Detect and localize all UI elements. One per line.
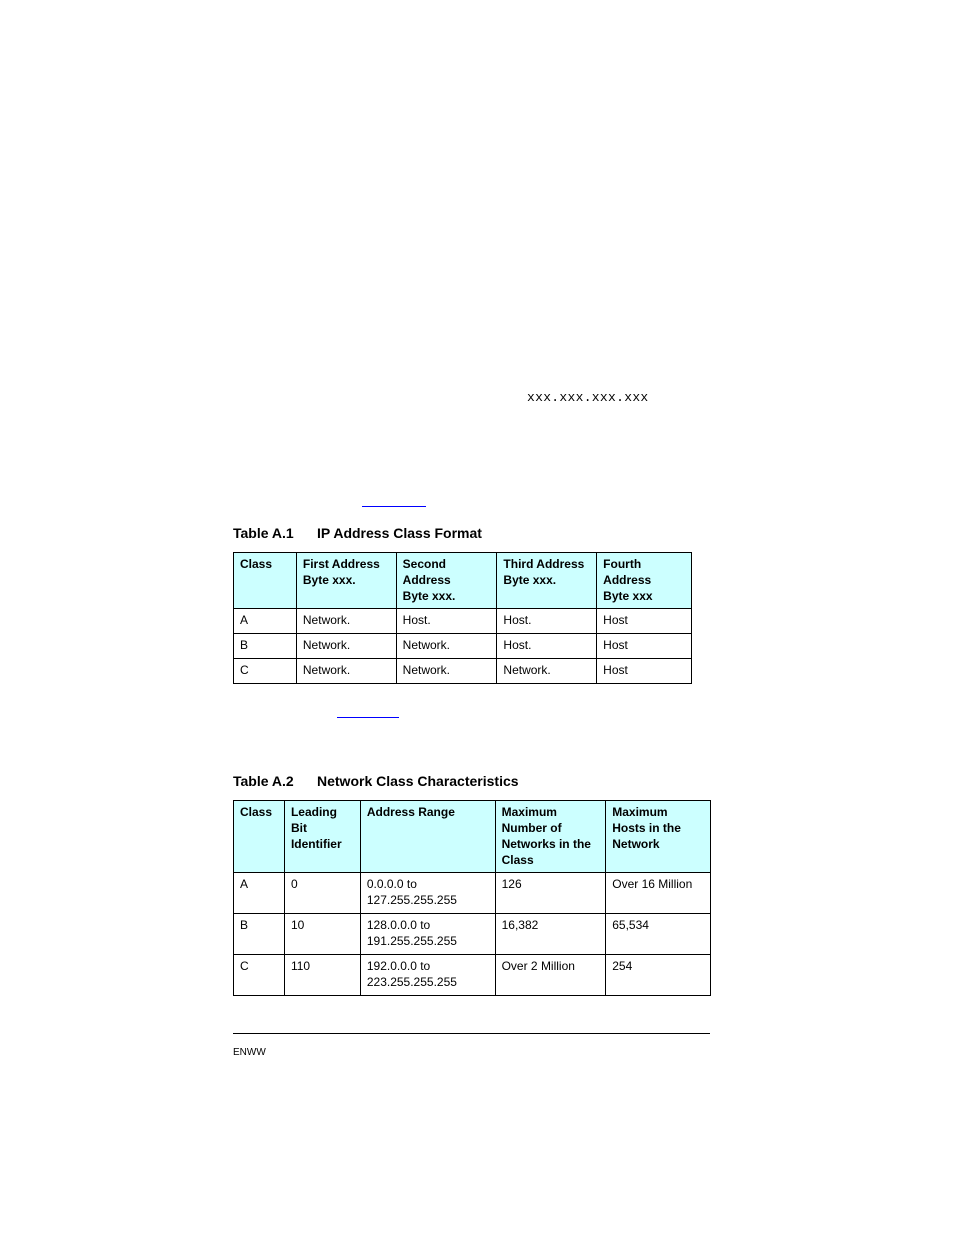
table-cell: Network. (497, 659, 597, 684)
table-cell: 65,534 (606, 914, 711, 955)
table-cell: C (234, 955, 285, 996)
table-cell: 16,382 (495, 914, 606, 955)
table-a2-caption (233, 773, 519, 789)
table-cell: Network. (296, 659, 396, 684)
column-header: Fourth Address Byte xxx (597, 553, 692, 609)
table-cell: 110 (284, 955, 360, 996)
ip-address-format: xxx.xxx.xxx.xxx (527, 390, 649, 405)
table-cell: A (234, 873, 285, 914)
table-cell: Host. (396, 609, 497, 634)
table-cell: C (234, 659, 297, 684)
table-cell: Over 16 Million (606, 873, 711, 914)
table-cell: 128.0.0.0 to 191.255.255.255 (360, 914, 495, 955)
column-header: Leading Bit Identifier (284, 801, 360, 873)
footer-label: ENWW (233, 1047, 266, 1058)
table-row (234, 659, 692, 684)
table-a2-number: Table A.2 (233, 773, 294, 789)
table-header-row (234, 553, 692, 609)
column-header: Class (234, 801, 285, 873)
ip-address-class-format-table (233, 552, 692, 684)
column-header: First Address Byte xxx. (296, 553, 396, 609)
table-cell: 126 (495, 873, 606, 914)
table-cell: 0 (284, 873, 360, 914)
column-header: Third Address Byte xxx. (497, 553, 597, 609)
footer-rule (233, 1033, 710, 1034)
table-a1-caption (233, 525, 482, 541)
table-cell: Network. (296, 609, 396, 634)
table-a2-title: Network Class Characteristics (317, 773, 519, 789)
table-cell: Host (597, 634, 692, 659)
column-header: Address Range (360, 801, 495, 873)
table-cell: B (234, 914, 285, 955)
table-cell: 254 (606, 955, 711, 996)
table-header-row (234, 801, 711, 873)
table-cell: Host. (497, 609, 597, 634)
table-row (234, 634, 692, 659)
table-cell: 0.0.0.0 to 127.255.255.255 (360, 873, 495, 914)
table-a1-number: Table A.1 (233, 525, 294, 541)
table-row (234, 914, 711, 955)
network-class-characteristics-table (233, 800, 711, 996)
table-cell: Host. (497, 634, 597, 659)
table-cell: Network. (396, 659, 497, 684)
table-cell: B (234, 634, 297, 659)
column-header: Class (234, 553, 297, 609)
table-cell: 10 (284, 914, 360, 955)
table-cell: Network. (296, 634, 396, 659)
table-cell: 192.0.0.0 to 223.255.255.255 (360, 955, 495, 996)
table-cell: Over 2 Million (495, 955, 606, 996)
column-header: Second Address Byte xxx. (396, 553, 497, 609)
column-header: Maximum Number of Networks in the Class (495, 801, 606, 873)
table-cell: A (234, 609, 297, 634)
table-cell: Host (597, 609, 692, 634)
table-cell: Network. (396, 634, 497, 659)
hyperlink-1[interactable] (362, 506, 426, 507)
table-a1-title: IP Address Class Format (317, 525, 482, 541)
hyperlink-2[interactable] (337, 717, 399, 718)
table-cell: Host (597, 659, 692, 684)
column-header: Maximum Hosts in the Network (606, 801, 711, 873)
table-row (234, 955, 711, 996)
table-row (234, 873, 711, 914)
table-row (234, 609, 692, 634)
